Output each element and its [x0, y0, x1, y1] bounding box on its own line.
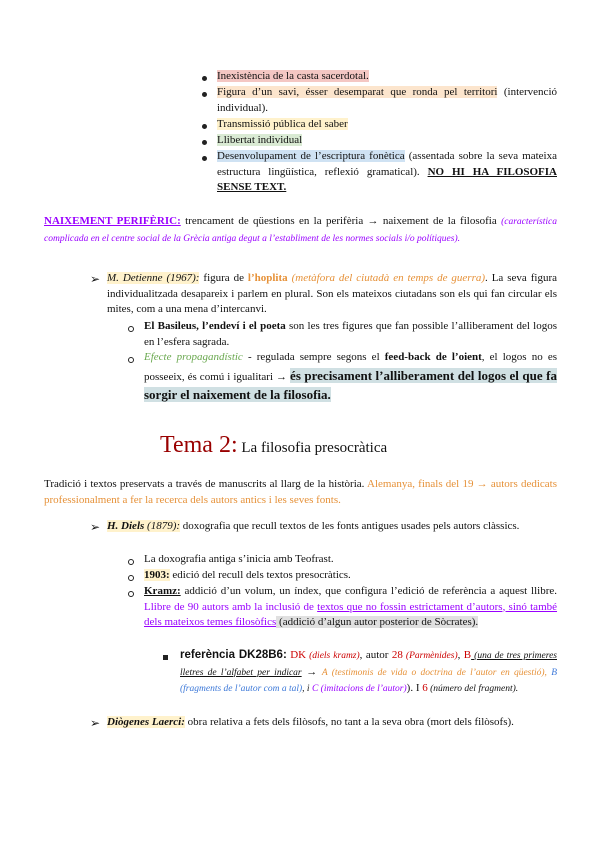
bullet-item-1: [217, 69, 557, 85]
sub2-italic: Efecte propagandístic: [144, 351, 243, 363]
hoplita-note: (metàfora del ciutadà en temps de guerra): [287, 272, 486, 284]
circle-bullet: [128, 591, 134, 597]
ref-text: , autor: [359, 649, 392, 661]
ref-bb: B (fragments de l’autor com a tal): [180, 667, 557, 694]
kramz-label: Kramz:: [144, 585, 181, 597]
diels-paragraph: [107, 519, 557, 535]
ref-label: referència DK28B6:: [180, 649, 287, 661]
diogenes-author: Diògenes Laerci:: [107, 716, 185, 728]
tema-subtitle: La filosofia presocràtica: [237, 440, 388, 456]
ref-dk-note: (diels kramz): [306, 651, 360, 661]
ref-a: A (testimonis de vida o doctrina de l’autor en qüestió),: [321, 667, 552, 678]
ref-text: , i: [302, 684, 312, 694]
naixement-label: NAIXEMENT PERIFÈRIC:: [44, 215, 181, 227]
bullet-highlight: Desenvolupament de l’escriptura fonètica: [217, 150, 405, 162]
circle-bullet: [128, 326, 134, 332]
arrow-bullet: ➢: [90, 520, 101, 534]
sub-bold: 1903:: [144, 569, 170, 581]
bullet-dot: [202, 92, 207, 97]
diels-author: H. Diels: [107, 520, 145, 532]
bullet-text: Transmissió pública del saber: [217, 118, 348, 130]
arrow-bullet: ➢: [90, 272, 101, 286]
circle-bullet: [128, 559, 134, 565]
detienne-author: M. Detienne (1967):: [107, 272, 200, 284]
bullet-bold: NO HI HA FILOSOFIA SENSE TEXT.: [217, 165, 557, 193]
sub1-text: son les tres figures que fan possible l’alliberament del logos en l’esfera sagrada.: [144, 320, 557, 348]
sub1-bold: El Basileus, l’endeví i el poeta: [144, 320, 286, 332]
circle-bullet: [128, 575, 134, 581]
sub2-emphasis: és precisament l’alliberament del logos el que fa sorgir el naixement de la filosofia.: [144, 367, 557, 402]
bullet-item-2: [217, 85, 557, 116]
detienne-text: figura de: [199, 272, 248, 284]
ref-6: 6: [422, 682, 428, 694]
diels-year: (1879):: [144, 520, 181, 532]
kramz-grey: (addició d’algun autor posterior de Sòcrates).: [276, 616, 479, 628]
section-title: [160, 432, 460, 459]
detienne-sub2: [144, 350, 557, 405]
diels-sub3: [144, 584, 557, 631]
ref-text: ). I: [406, 682, 423, 694]
ref-28: 28: [391, 649, 403, 661]
kramz-purple: Llibre de 90 autors amb la inclusió de: [144, 600, 318, 613]
bullet-highlight: Figura d’un savi, ésser desemparat que ronda pel territori: [217, 86, 498, 98]
tema-number: Tema 2:: [160, 432, 238, 458]
tradicio-paragraph: [44, 477, 557, 508]
bullet-item-4: [217, 133, 557, 149]
square-bullet: [163, 655, 168, 660]
circle-bullet: [128, 357, 134, 363]
bullet-text: (assentada sobre la seva mateixa estructura lingüística, reflexió gramatical).: [217, 150, 557, 178]
bullet-dot: [202, 124, 207, 129]
sub-text: edició del recull dels textos presocràtics.: [169, 569, 351, 581]
diels-sub1: [144, 552, 557, 568]
diels-text: doxografia que recull textos de les fonts antigues usades pels autors clàssics.: [180, 520, 520, 532]
bullet-item-5: [217, 149, 557, 196]
arrow-bullet: ➢: [90, 716, 101, 730]
diogenes-paragraph: [107, 715, 557, 731]
diogenes-text: obra relativa a fets dels filòsofs, no tant a la seva obra (mort dels filòsofs).: [184, 716, 514, 728]
sub2-bold: feed-back de l’oient: [384, 351, 482, 363]
sub2-text-2: , el logos no es posseeix, és comú i igualitari →: [144, 351, 557, 383]
naixement-italic: (característica complicada en el centre social de la Grècia antiga degut a l’establiment de les normes socials i/o polítiques).: [44, 217, 557, 244]
tradicio-orange: Alemanya, finals del 19 → autors dedicats professionalment a fer la recerca dels autors antics i les seves fonts.: [44, 478, 557, 506]
kramz-purple-underline: textos que no fossin estrictament d’autors, sinó també dels mateixos temes filosòfics: [144, 600, 558, 628]
naixement-text: trencament de qüestions en la perifèria → naixement de la filosofia: [180, 215, 502, 227]
bullet-text: Llibertat individual: [217, 134, 303, 146]
ref-arrow: →: [301, 665, 322, 678]
sub2-text: - regulada sempre segons el: [242, 351, 385, 363]
detienne-text-2: . La seva figura individualitzada desapareix i parlem en plural. Son els mateixos ciutadans son els qui fan circular els mites, com a una mena d’intercanvi.: [107, 272, 557, 315]
hoplita-label: l’hoplita: [247, 272, 288, 284]
sub-text: La doxografia antiga s’inicia amb Teofrast.: [144, 553, 334, 565]
bullet-text: (intervenció individual).: [217, 86, 557, 114]
dk-reference: [180, 648, 557, 698]
ref-b: B: [463, 649, 472, 661]
diels-sub2: [144, 568, 557, 584]
detienne-sub1: [144, 319, 557, 350]
bullet-dot: [202, 156, 207, 161]
ref-c: C (imitacions de l’autor): [311, 684, 407, 694]
ref-text: ,: [457, 649, 464, 661]
bullet-dot: [202, 76, 207, 81]
kramz-text: addició d’un volum, un índex, que configura l’edició de referència a aquest llibre.: [180, 585, 557, 597]
bullet-text: Inexistència de la casta sacerdotal.: [217, 70, 369, 82]
ref-6-note: (número del fragment).: [427, 684, 519, 694]
bullet-item-3: [217, 117, 557, 133]
ref-28-note: (Parmènides): [402, 651, 458, 661]
detienne-paragraph: [107, 271, 557, 318]
tradicio-text: Tradició i textos preservats a través de manuscrits al llarg de la història.: [44, 478, 367, 490]
ref-dk: DK: [286, 649, 307, 661]
naixement-paragraph: [44, 214, 557, 247]
ref-b-note: (una de tres primeres lletres de l’alfabet per indicar: [180, 651, 557, 678]
bullet-dot: [202, 140, 207, 145]
